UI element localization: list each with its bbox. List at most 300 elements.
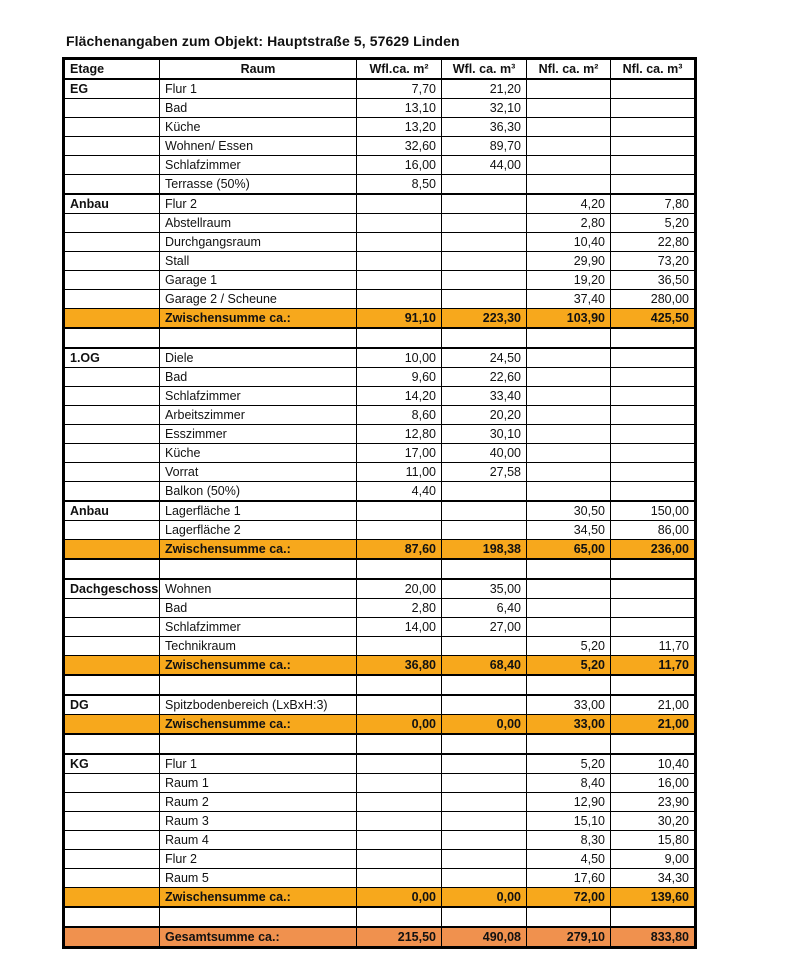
table-row xyxy=(64,754,696,774)
raum-cell: Lagerfläche 1 xyxy=(160,501,357,521)
wfl-m2-cell xyxy=(357,214,442,233)
raum-cell xyxy=(160,328,357,348)
page-title: Flächenangaben zum Objekt: Hauptstraße 5, 57629 Linden xyxy=(66,33,460,49)
nfl-m3-cell xyxy=(611,79,696,99)
etage-cell: KG xyxy=(64,754,160,774)
etage-cell xyxy=(64,618,160,637)
wfl-m2-cell xyxy=(357,754,442,774)
table-row xyxy=(64,79,696,99)
nfl-m3-cell xyxy=(611,675,696,695)
wfl-m3-cell: 21,20 xyxy=(442,79,527,99)
wfl-m2-cell xyxy=(357,194,442,214)
wfl-m2-cell xyxy=(357,271,442,290)
raum-cell: Flur 2 xyxy=(160,850,357,869)
raum-cell: Zwischensumme ca.: xyxy=(160,540,357,560)
raum-cell: Bad xyxy=(160,599,357,618)
etage-cell xyxy=(64,156,160,175)
table-row xyxy=(64,271,696,290)
etage-cell xyxy=(64,850,160,869)
nfl-m2-cell xyxy=(527,444,611,463)
etage-cell xyxy=(64,869,160,888)
table-row xyxy=(64,831,696,850)
nfl-m3-cell: 30,20 xyxy=(611,812,696,831)
nfl-m2-cell: 2,80 xyxy=(527,214,611,233)
wfl-m2-cell xyxy=(357,869,442,888)
wfl-m2-cell xyxy=(357,637,442,656)
wfl-m3-cell: 223,30 xyxy=(442,309,527,329)
table-header xyxy=(64,59,696,80)
etage-cell: Anbau xyxy=(64,501,160,521)
etage-cell: DG xyxy=(64,695,160,715)
wfl-m2-cell xyxy=(357,252,442,271)
wfl-m3-cell xyxy=(442,175,527,195)
column-header-wfl-m2: Wfl.ca. m² xyxy=(357,59,442,80)
nfl-m3-cell xyxy=(611,137,696,156)
nfl-m2-cell: 8,40 xyxy=(527,774,611,793)
wfl-m2-cell: 8,60 xyxy=(357,406,442,425)
table-row xyxy=(64,99,696,118)
raum-cell: Raum 5 xyxy=(160,869,357,888)
etage-cell: Anbau xyxy=(64,194,160,214)
etage-cell xyxy=(64,599,160,618)
wfl-m3-cell xyxy=(442,637,527,656)
wfl-m2-cell: 2,80 xyxy=(357,599,442,618)
nfl-m3-cell: 5,20 xyxy=(611,214,696,233)
wfl-m3-cell xyxy=(442,754,527,774)
raum-cell: Gesamtsumme ca.: xyxy=(160,927,357,948)
wfl-m2-cell: 16,00 xyxy=(357,156,442,175)
etage-cell xyxy=(64,368,160,387)
wfl-m2-cell: 36,80 xyxy=(357,656,442,676)
wfl-m2-cell: 20,00 xyxy=(357,579,442,599)
nfl-m2-cell: 30,50 xyxy=(527,501,611,521)
nfl-m2-cell xyxy=(527,387,611,406)
nfl-m3-cell xyxy=(611,907,696,927)
nfl-m2-cell xyxy=(527,463,611,482)
etage-cell xyxy=(64,290,160,309)
table-row xyxy=(64,695,696,715)
nfl-m3-cell: 34,30 xyxy=(611,869,696,888)
raum-cell xyxy=(160,907,357,927)
column-header-etage: Etage xyxy=(64,59,160,80)
etage-cell xyxy=(64,271,160,290)
wfl-m2-cell: 17,00 xyxy=(357,444,442,463)
raum-cell: Raum 4 xyxy=(160,831,357,850)
wfl-m2-cell xyxy=(357,233,442,252)
raum-cell: Küche xyxy=(160,444,357,463)
etage-cell xyxy=(64,214,160,233)
table-row xyxy=(64,233,696,252)
raum-cell: Terrasse (50%) xyxy=(160,175,357,195)
table-row xyxy=(64,599,696,618)
table-row xyxy=(64,252,696,271)
wfl-m3-cell: 27,00 xyxy=(442,618,527,637)
wfl-m3-cell xyxy=(442,831,527,850)
nfl-m2-cell: 33,00 xyxy=(527,695,611,715)
header-row xyxy=(64,59,696,80)
wfl-m3-cell: 68,40 xyxy=(442,656,527,676)
etage-cell xyxy=(64,831,160,850)
raum-cell: Zwischensumme ca.: xyxy=(160,309,357,329)
etage-cell xyxy=(64,463,160,482)
raum-cell: Schlafzimmer xyxy=(160,618,357,637)
column-header-wfl-m3: Wfl. ca. m³ xyxy=(442,59,527,80)
nfl-m3-cell: 425,50 xyxy=(611,309,696,329)
etage-cell xyxy=(64,252,160,271)
nfl-m3-cell xyxy=(611,734,696,754)
raum-cell: Spitzbodenbereich (LxBxH:3) xyxy=(160,695,357,715)
raum-cell: Flur 1 xyxy=(160,79,357,99)
wfl-m3-cell: 40,00 xyxy=(442,444,527,463)
nfl-m3-cell: 15,80 xyxy=(611,831,696,850)
nfl-m3-cell: 139,60 xyxy=(611,888,696,908)
etage-cell xyxy=(64,888,160,908)
nfl-m2-cell xyxy=(527,99,611,118)
table-row xyxy=(64,368,696,387)
nfl-m3-cell xyxy=(611,599,696,618)
raum-cell: Wohnen xyxy=(160,579,357,599)
raum-cell: Diele xyxy=(160,348,357,368)
table-row xyxy=(64,194,696,214)
nfl-m3-cell xyxy=(611,444,696,463)
nfl-m2-cell: 37,40 xyxy=(527,290,611,309)
table-row xyxy=(64,793,696,812)
wfl-m3-cell xyxy=(442,774,527,793)
wfl-m2-cell: 11,00 xyxy=(357,463,442,482)
nfl-m2-cell xyxy=(527,118,611,137)
table-row xyxy=(64,175,696,195)
raum-cell xyxy=(160,559,357,579)
nfl-m3-cell xyxy=(611,175,696,195)
column-header-nfl-m3: Nfl. ca. m³ xyxy=(611,59,696,80)
wfl-m3-cell xyxy=(442,271,527,290)
nfl-m2-cell: 72,00 xyxy=(527,888,611,908)
nfl-m3-cell: 150,00 xyxy=(611,501,696,521)
spacer-row xyxy=(64,907,696,927)
wfl-m3-cell xyxy=(442,233,527,252)
wfl-m3-cell xyxy=(442,328,527,348)
raum-cell: Durchgangsraum xyxy=(160,233,357,252)
nfl-m2-cell: 65,00 xyxy=(527,540,611,560)
spacer-row xyxy=(64,734,696,754)
nfl-m2-cell: 4,20 xyxy=(527,194,611,214)
raum-cell: Raum 3 xyxy=(160,812,357,831)
etage-cell xyxy=(64,482,160,502)
etage-cell xyxy=(64,425,160,444)
etage-cell xyxy=(64,328,160,348)
nfl-m2-cell: 5,20 xyxy=(527,637,611,656)
nfl-m3-cell xyxy=(611,579,696,599)
subtotal-row xyxy=(64,656,696,676)
nfl-m3-cell: 21,00 xyxy=(611,715,696,735)
wfl-m2-cell: 12,80 xyxy=(357,425,442,444)
wfl-m3-cell: 27,58 xyxy=(442,463,527,482)
raum-cell: Esszimmer xyxy=(160,425,357,444)
raum-cell: Stall xyxy=(160,252,357,271)
subtotal-row xyxy=(64,888,696,908)
etage-cell xyxy=(64,99,160,118)
raum-cell: Zwischensumme ca.: xyxy=(160,715,357,735)
etage-cell xyxy=(64,907,160,927)
wfl-m3-cell xyxy=(442,675,527,695)
raum-cell: Küche xyxy=(160,118,357,137)
raum-cell: Abstellraum xyxy=(160,214,357,233)
wfl-m3-cell xyxy=(442,793,527,812)
nfl-m3-cell: 236,00 xyxy=(611,540,696,560)
wfl-m3-cell xyxy=(442,559,527,579)
nfl-m3-cell: 86,00 xyxy=(611,521,696,540)
wfl-m3-cell xyxy=(442,290,527,309)
nfl-m2-cell: 17,60 xyxy=(527,869,611,888)
wfl-m2-cell: 13,20 xyxy=(357,118,442,137)
wfl-m2-cell: 91,10 xyxy=(357,309,442,329)
nfl-m3-cell: 73,20 xyxy=(611,252,696,271)
nfl-m2-cell xyxy=(527,425,611,444)
subtotal-row xyxy=(64,540,696,560)
raum-cell: Arbeitszimmer xyxy=(160,406,357,425)
nfl-m2-cell: 279,10 xyxy=(527,927,611,948)
table-row xyxy=(64,812,696,831)
subtotal-row xyxy=(64,715,696,735)
nfl-m2-cell xyxy=(527,907,611,927)
etage-cell xyxy=(64,774,160,793)
wfl-m3-cell: 0,00 xyxy=(442,715,527,735)
wfl-m3-cell xyxy=(442,695,527,715)
nfl-m2-cell xyxy=(527,368,611,387)
wfl-m3-cell: 20,20 xyxy=(442,406,527,425)
table-row xyxy=(64,850,696,869)
spacer-row xyxy=(64,675,696,695)
nfl-m2-cell xyxy=(527,175,611,195)
raum-cell: Flur 2 xyxy=(160,194,357,214)
raum-cell: Technikraum xyxy=(160,637,357,656)
etage-cell xyxy=(64,175,160,195)
wfl-m2-cell: 9,60 xyxy=(357,368,442,387)
nfl-m3-cell xyxy=(611,482,696,502)
nfl-m2-cell xyxy=(527,406,611,425)
nfl-m3-cell: 9,00 xyxy=(611,850,696,869)
wfl-m2-cell: 10,00 xyxy=(357,348,442,368)
wfl-m2-cell xyxy=(357,734,442,754)
table-row xyxy=(64,406,696,425)
wfl-m2-cell xyxy=(357,290,442,309)
column-header-nfl-m2: Nfl. ca. m² xyxy=(527,59,611,80)
etage-cell xyxy=(64,406,160,425)
wfl-m3-cell: 89,70 xyxy=(442,137,527,156)
etage-cell xyxy=(64,715,160,735)
wfl-m2-cell xyxy=(357,501,442,521)
wfl-m3-cell: 36,30 xyxy=(442,118,527,137)
nfl-m3-cell: 280,00 xyxy=(611,290,696,309)
etage-cell xyxy=(64,444,160,463)
raum-cell: Balkon (50%) xyxy=(160,482,357,502)
wfl-m3-cell xyxy=(442,501,527,521)
raum-cell: Zwischensumme ca.: xyxy=(160,888,357,908)
table-row xyxy=(64,618,696,637)
wfl-m3-cell xyxy=(442,482,527,502)
wfl-m2-cell xyxy=(357,793,442,812)
subtotal-row xyxy=(64,309,696,329)
table-row xyxy=(64,425,696,444)
wfl-m3-cell: 6,40 xyxy=(442,599,527,618)
raum-cell: Wohnen/ Essen xyxy=(160,137,357,156)
wfl-m3-cell: 24,50 xyxy=(442,348,527,368)
table-body xyxy=(64,79,696,948)
nfl-m3-cell: 21,00 xyxy=(611,695,696,715)
nfl-m3-cell xyxy=(611,559,696,579)
nfl-m2-cell xyxy=(527,618,611,637)
table-row xyxy=(64,774,696,793)
wfl-m3-cell: 44,00 xyxy=(442,156,527,175)
etage-cell xyxy=(64,656,160,676)
nfl-m2-cell: 33,00 xyxy=(527,715,611,735)
nfl-m3-cell xyxy=(611,463,696,482)
wfl-m2-cell: 0,00 xyxy=(357,888,442,908)
table-row xyxy=(64,463,696,482)
wfl-m3-cell: 35,00 xyxy=(442,579,527,599)
raum-cell: Schlafzimmer xyxy=(160,156,357,175)
nfl-m2-cell xyxy=(527,559,611,579)
nfl-m3-cell: 11,70 xyxy=(611,637,696,656)
area-table xyxy=(62,57,697,949)
etage-cell: Dachgeschoss xyxy=(64,579,160,599)
etage-cell xyxy=(64,637,160,656)
raum-cell: Garage 2 / Scheune xyxy=(160,290,357,309)
table-row xyxy=(64,137,696,156)
wfl-m3-cell: 22,60 xyxy=(442,368,527,387)
table-row xyxy=(64,118,696,137)
etage-cell: 1.OG xyxy=(64,348,160,368)
wfl-m2-cell: 0,00 xyxy=(357,715,442,735)
total-row xyxy=(64,927,696,948)
nfl-m3-cell: 833,80 xyxy=(611,927,696,948)
etage-cell xyxy=(64,387,160,406)
nfl-m3-cell xyxy=(611,425,696,444)
nfl-m3-cell: 16,00 xyxy=(611,774,696,793)
raum-cell: Raum 2 xyxy=(160,793,357,812)
wfl-m3-cell xyxy=(442,850,527,869)
wfl-m2-cell xyxy=(357,812,442,831)
etage-cell xyxy=(64,309,160,329)
etage-cell xyxy=(64,137,160,156)
nfl-m2-cell: 10,40 xyxy=(527,233,611,252)
nfl-m3-cell xyxy=(611,618,696,637)
wfl-m3-cell xyxy=(442,869,527,888)
nfl-m3-cell xyxy=(611,156,696,175)
etage-cell xyxy=(64,540,160,560)
column-header-raum: Raum xyxy=(160,59,357,80)
wfl-m2-cell: 8,50 xyxy=(357,175,442,195)
etage-cell xyxy=(64,675,160,695)
nfl-m2-cell xyxy=(527,734,611,754)
etage-cell xyxy=(64,812,160,831)
wfl-m2-cell xyxy=(357,774,442,793)
raum-cell xyxy=(160,675,357,695)
wfl-m3-cell: 33,40 xyxy=(442,387,527,406)
nfl-m2-cell: 15,10 xyxy=(527,812,611,831)
raum-cell: Zwischensumme ca.: xyxy=(160,656,357,676)
nfl-m2-cell: 34,50 xyxy=(527,521,611,540)
wfl-m3-cell: 0,00 xyxy=(442,888,527,908)
nfl-m3-cell xyxy=(611,328,696,348)
wfl-m2-cell xyxy=(357,559,442,579)
nfl-m3-cell xyxy=(611,99,696,118)
nfl-m2-cell: 29,90 xyxy=(527,252,611,271)
nfl-m2-cell: 19,20 xyxy=(527,271,611,290)
nfl-m3-cell: 36,50 xyxy=(611,271,696,290)
table-row xyxy=(64,637,696,656)
wfl-m3-cell xyxy=(442,194,527,214)
raum-cell: Garage 1 xyxy=(160,271,357,290)
nfl-m2-cell xyxy=(527,579,611,599)
nfl-m2-cell xyxy=(527,328,611,348)
nfl-m3-cell: 7,80 xyxy=(611,194,696,214)
raum-cell: Lagerfläche 2 xyxy=(160,521,357,540)
nfl-m3-cell xyxy=(611,406,696,425)
wfl-m3-cell xyxy=(442,734,527,754)
table-row xyxy=(64,444,696,463)
nfl-m2-cell: 8,30 xyxy=(527,831,611,850)
wfl-m3-cell xyxy=(442,214,527,233)
table-row xyxy=(64,156,696,175)
table-row xyxy=(64,348,696,368)
wfl-m2-cell: 13,10 xyxy=(357,99,442,118)
etage-cell xyxy=(64,734,160,754)
etage-cell xyxy=(64,927,160,948)
wfl-m2-cell xyxy=(357,675,442,695)
raum-cell: Flur 1 xyxy=(160,754,357,774)
wfl-m3-cell xyxy=(442,521,527,540)
wfl-m2-cell: 87,60 xyxy=(357,540,442,560)
etage-cell xyxy=(64,793,160,812)
raum-cell xyxy=(160,734,357,754)
wfl-m2-cell: 14,00 xyxy=(357,618,442,637)
nfl-m2-cell xyxy=(527,156,611,175)
raum-cell: Raum 1 xyxy=(160,774,357,793)
nfl-m2-cell: 12,90 xyxy=(527,793,611,812)
wfl-m3-cell xyxy=(442,907,527,927)
table-row xyxy=(64,579,696,599)
etage-cell: EG xyxy=(64,79,160,99)
wfl-m2-cell xyxy=(357,831,442,850)
nfl-m2-cell: 5,20 xyxy=(527,656,611,676)
nfl-m3-cell: 11,70 xyxy=(611,656,696,676)
raum-cell: Bad xyxy=(160,99,357,118)
nfl-m3-cell xyxy=(611,348,696,368)
nfl-m2-cell xyxy=(527,137,611,156)
table-row xyxy=(64,290,696,309)
nfl-m2-cell: 4,50 xyxy=(527,850,611,869)
wfl-m2-cell: 32,60 xyxy=(357,137,442,156)
wfl-m2-cell xyxy=(357,695,442,715)
raum-cell: Bad xyxy=(160,368,357,387)
nfl-m2-cell xyxy=(527,675,611,695)
nfl-m2-cell: 103,90 xyxy=(527,309,611,329)
raum-cell: Vorrat xyxy=(160,463,357,482)
nfl-m3-cell: 22,80 xyxy=(611,233,696,252)
nfl-m3-cell xyxy=(611,368,696,387)
wfl-m2-cell: 4,40 xyxy=(357,482,442,502)
table-row xyxy=(64,214,696,233)
wfl-m2-cell xyxy=(357,521,442,540)
nfl-m3-cell: 23,90 xyxy=(611,793,696,812)
wfl-m3-cell: 30,10 xyxy=(442,425,527,444)
table-row xyxy=(64,387,696,406)
wfl-m3-cell: 198,38 xyxy=(442,540,527,560)
nfl-m3-cell xyxy=(611,387,696,406)
table-row xyxy=(64,482,696,502)
etage-cell xyxy=(64,521,160,540)
